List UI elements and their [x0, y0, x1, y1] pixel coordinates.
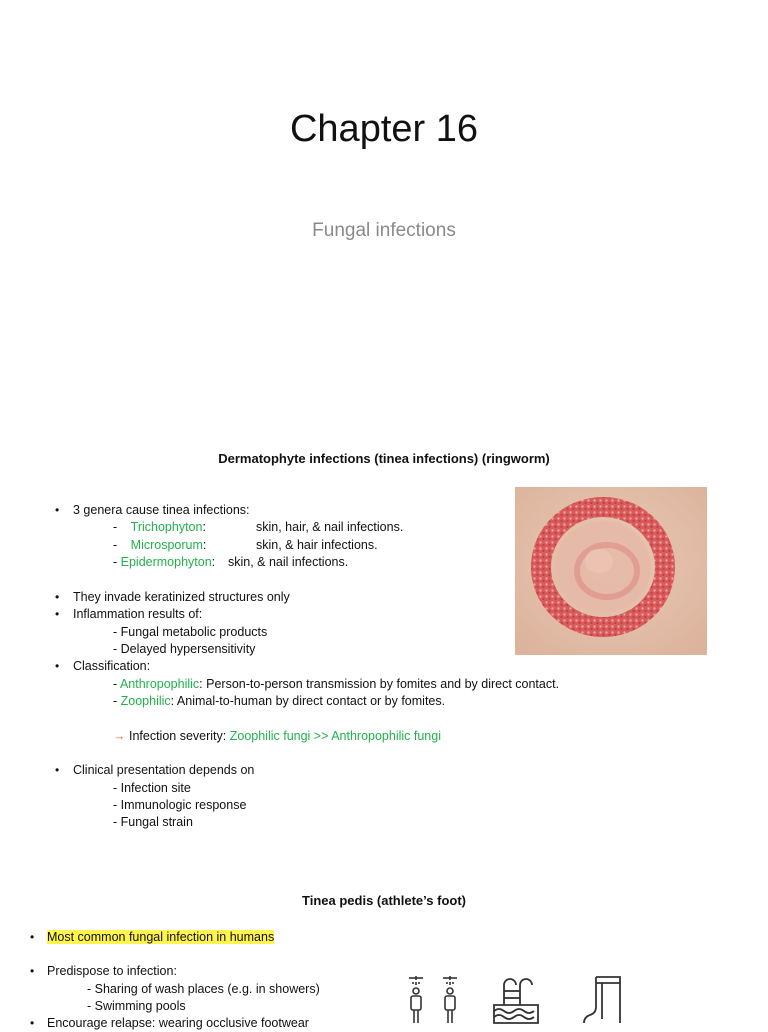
chapter-title: Chapter 16 [289, 108, 478, 150]
clinical-item: - Immunologic response [113, 798, 247, 812]
classification-prefix: - [113, 677, 120, 691]
relapse-text: Encourage relapse: wearing occlusive footwear [47, 1016, 309, 1030]
classification-item [113, 676, 559, 693]
genus-sep: : [211, 555, 216, 569]
predispose-item: - Sharing of wash places (e.g. in showers) [87, 982, 320, 996]
most-common-text [47, 929, 274, 946]
genera-intro: 3 genera cause tinea infections: [73, 503, 250, 517]
severity-value: Zoophilic fungi >> Anthropophilic fungi [229, 729, 441, 743]
genus-item [113, 537, 206, 554]
genus-name: Microsporum [130, 538, 203, 552]
bullet-icon: • [55, 607, 60, 621]
genus-name: Epidermophyton [120, 555, 212, 569]
genus-item [113, 519, 206, 536]
genus-prefix: - [113, 555, 121, 569]
bullet-icon: • [30, 964, 35, 978]
ringworm-lesion-image [515, 487, 707, 655]
classification-prefix: - [113, 694, 121, 708]
genus-desc: skin, & nail infections. [228, 555, 349, 569]
swimming-pool-icon [490, 975, 542, 1024]
clinical-item: - Infection site [113, 781, 191, 795]
inflammation-item: - Fungal metabolic products [113, 625, 268, 639]
inflammation-item: - Delayed hypersensitivity [113, 642, 256, 656]
genus-desc: skin, hair, & nail infections. [256, 520, 404, 534]
inflammation-intro: Inflammation results of: [73, 607, 203, 621]
tinea-pedis-heading: Tinea pedis (athlete’s foot) [302, 893, 466, 908]
genus-name: Trichophyton [130, 520, 203, 534]
predispose-intro: Predispose to infection: [47, 964, 177, 978]
classification-item [113, 693, 445, 710]
classification-desc: : Animal-to-human by direct contact or by fomites. [170, 694, 446, 708]
severity-label: Infection severity: [128, 729, 230, 743]
classification-name: Zoophilic [120, 694, 171, 708]
genus-prefix: - [113, 520, 118, 534]
genus-desc: skin, & hair infections. [256, 538, 378, 552]
bullet-icon: • [30, 1016, 35, 1030]
genus-item [113, 554, 215, 571]
keratinized-text: They invade keratinized structures only [73, 590, 290, 604]
classification-intro: Classification: [73, 659, 151, 673]
highlighted-text: Most common fungal infection in humans [47, 930, 275, 944]
genus-sep: : [202, 520, 206, 534]
showers-icon [405, 975, 465, 1024]
arrow-right-icon: → [113, 729, 126, 743]
genus-prefix: - [113, 538, 118, 552]
clinical-intro: Clinical presentation depends on [73, 763, 255, 777]
classification-desc: : Person-to-person transmission by fomites and by direct contact. [199, 677, 560, 691]
predispose-item: - Swimming pools [87, 999, 186, 1013]
bullet-icon: • [55, 590, 60, 604]
bullet-icon: • [55, 763, 60, 777]
chapter-subtitle: Fungal infections [312, 220, 456, 241]
bullet-icon: • [55, 659, 60, 673]
bullet-icon: • [55, 503, 60, 517]
genus-sep: : [202, 538, 207, 552]
severity-line [113, 728, 441, 745]
bullet-icon: • [30, 930, 35, 944]
dermatophyte-heading: Dermatophyte infections (tinea infections) (ringworm) [218, 451, 550, 466]
classification-name: Anthropophilic [119, 677, 200, 691]
clinical-item: - Fungal strain [113, 815, 193, 829]
boot-icon [582, 975, 632, 1024]
